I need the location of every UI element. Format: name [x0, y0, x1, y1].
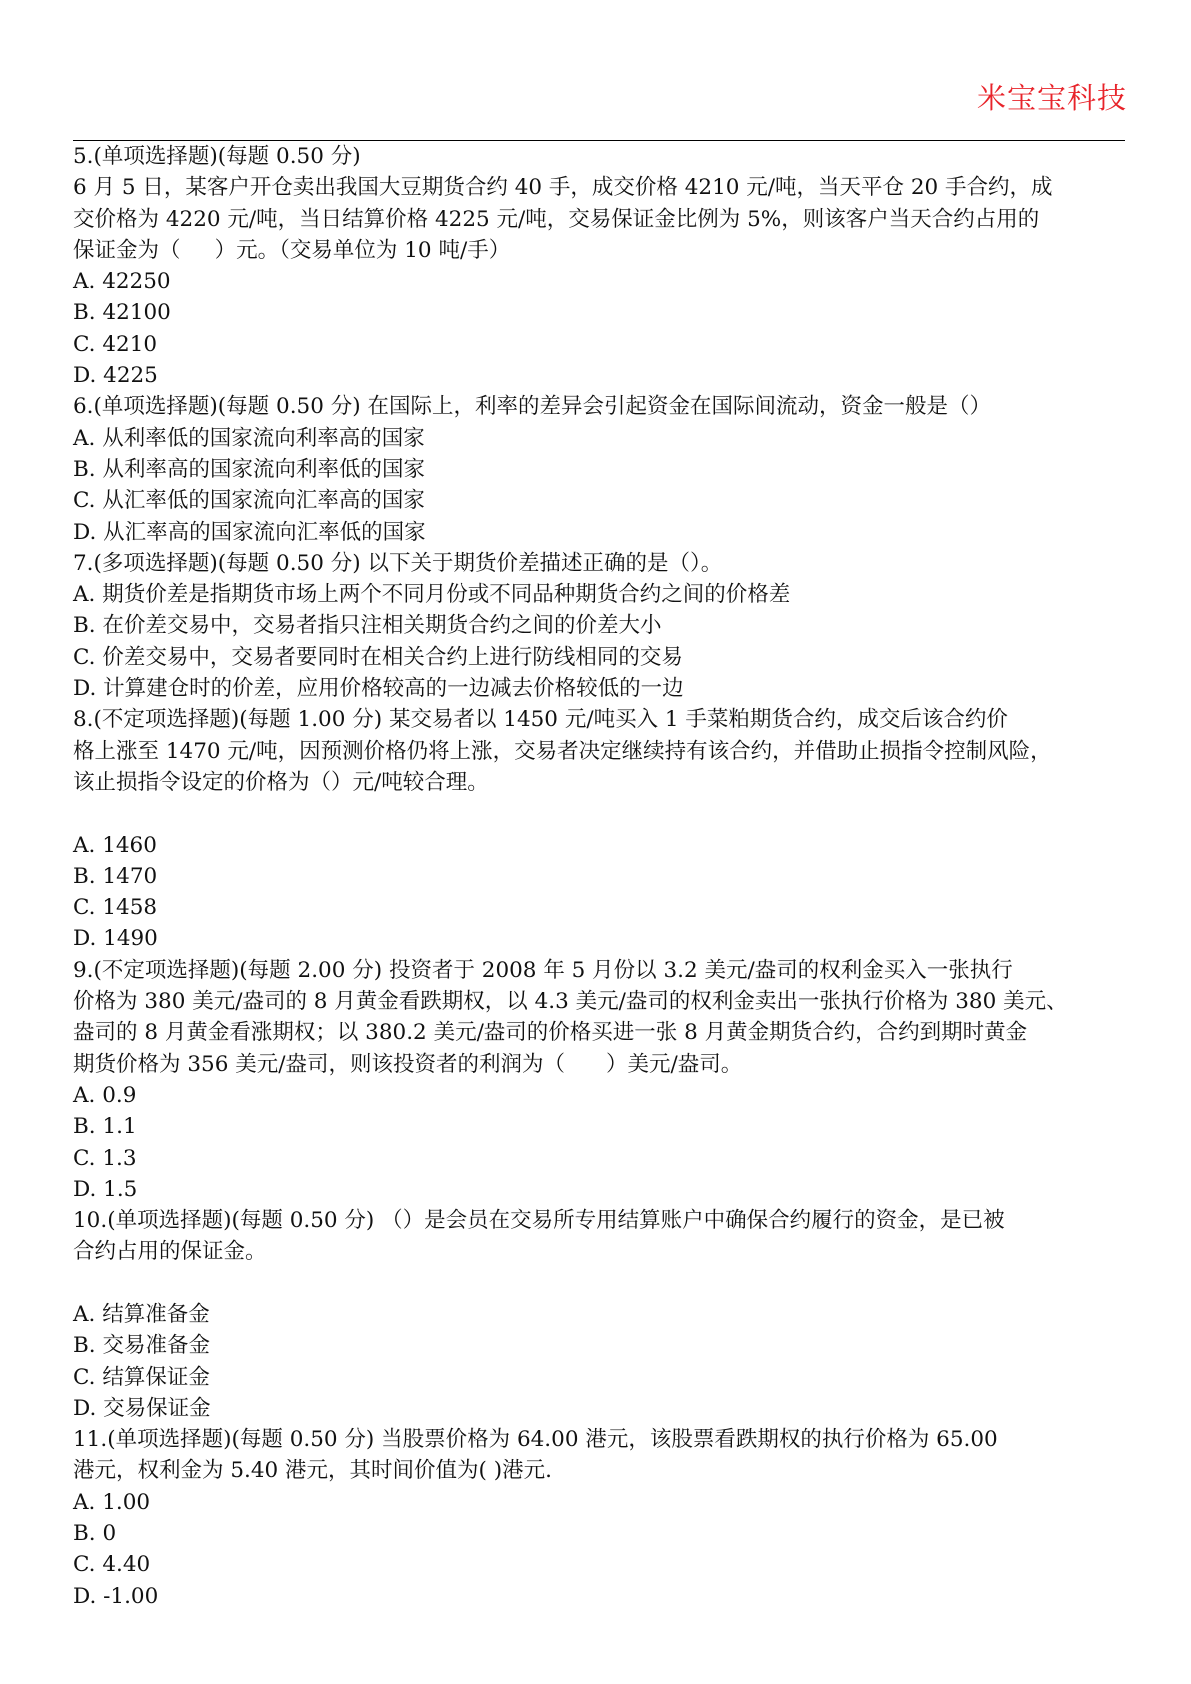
question-stem: 8.(不定项选择题)(每题 1.00 分) 某交易者以 1450 元/吨买入 1 手菜粕期货合约，成交后该合约价 [73, 707, 1008, 733]
question-stem-line: 港元，权利金为 5.40 港元，其时间价值为( )港元. [73, 1458, 552, 1484]
question-stem-line: 合约占用的保证金。 [73, 1239, 267, 1265]
answer-option: A. 1.00 [73, 1489, 151, 1515]
question-block [73, 1205, 1125, 1424]
question-stem-line: 交价格为 4220 元/吨，当日结算价格 4225 元/吨，交易保证金比例为 5%，则该客户当天合约占用的 [73, 206, 1040, 232]
brand-title: 米宝宝科技 [976, 81, 1127, 115]
question-stem-line: 盎司的 8 月黄金看涨期权；以 380.2 美元/盎司的价格买进一张 8 月黄金期货合约，合约到期时黄金 [73, 1020, 1028, 1046]
answer-option: C. 1458 [73, 895, 158, 921]
answer-option: C. 4210 [73, 331, 158, 357]
answer-option: D. 1.5 [73, 1176, 138, 1202]
answer-option: A. 42250 [73, 269, 171, 295]
question-stem: 9.(不定项选择题)(每题 2.00 分) 投资者于 2008 年 5 月份以 3.2 美元/盎司的权利金买入一张执行 [73, 957, 1013, 983]
answer-option: C. 从汇率低的国家流向汇率高的国家 [73, 488, 425, 514]
answer-option: D. -1.00 [73, 1583, 159, 1609]
question-stem-line: 6 月 5 日，某客户开仓卖出我国大豆期货合约 40 手，成交价格 4210 元/吨，当天平仓 20 手合约，成 [73, 175, 1053, 201]
answer-option: B. 0 [73, 1521, 117, 1547]
question-block [73, 141, 1125, 391]
question-stem-line: 该止损指令设定的价格为（）元/吨较合理。 [73, 769, 489, 795]
answer-option: B. 从利率高的国家流向利率低的国家 [73, 456, 425, 482]
answer-option: B. 1.1 [73, 1114, 137, 1140]
question-list [73, 141, 1125, 1612]
question-stem-line: 价格为 380 美元/盎司的 8 月黄金看跌期权，以 4.3 美元/盎司的权利金卖出一张执行价格为 380 美元、 [73, 989, 1068, 1015]
answer-option: D. 交易保证金 [73, 1395, 211, 1421]
spacer [73, 1268, 1125, 1299]
answer-option: A. 从利率低的国家流向利率高的国家 [73, 425, 425, 451]
question-block [73, 548, 1125, 704]
answer-option: D. 计算建仓时的价差，应用价格较高的一边减去价格较低的一边 [73, 676, 684, 702]
answer-option: D. 从汇率高的国家流向汇率低的国家 [73, 519, 426, 545]
question-stem-line: 格上涨至 1470 元/吨，因预测价格仍将上涨，交易者决定继续持有该合约，并借助止损指令控制风险， [73, 738, 1052, 764]
question-block [73, 955, 1125, 1205]
spacer [73, 798, 1125, 829]
answer-option: C. 价差交易中，交易者要同时在相关合约上进行防线相同的交易 [73, 644, 683, 670]
question-stem: 5.(单项选择题)(每题 0.50 分) [73, 144, 361, 169]
answer-option: B. 交易准备金 [73, 1333, 210, 1359]
question-stem: 11.(单项选择题)(每题 0.50 分) 当股票价格为 64.00 港元，该股票看跌期权的执行价格为 65.00 [73, 1427, 998, 1453]
answer-option: C. 1.3 [73, 1145, 137, 1171]
question-stem-line: 期货价格为 356 美元/盎司，则该投资者的利润为（ ）美元/盎司。 [73, 1051, 743, 1077]
question-stem: 10.(单项选择题)(每题 0.50 分) （）是会员在交易所专用结算账户中确保合约履行的资金，是已被 [73, 1208, 1005, 1234]
answer-option: A. 0.9 [73, 1082, 137, 1108]
answer-option: C. 4.40 [73, 1552, 151, 1578]
answer-option: A. 期货价差是指期货市场上两个不同月份或不同品种期货合约之间的价格差 [73, 582, 791, 608]
answer-option: C. 结算保证金 [73, 1364, 210, 1390]
question-block [73, 1424, 1125, 1612]
answer-option: A. 结算准备金 [73, 1301, 210, 1327]
question-block [73, 391, 1125, 547]
answer-option: B. 1470 [73, 863, 158, 889]
answer-option: D. 1490 [73, 926, 158, 952]
question-stem-line: 保证金为（ ）元。（交易单位为 10 吨/手） [73, 237, 511, 263]
answer-option: B. 42100 [73, 300, 171, 326]
question-stem: 7.(多项选择题)(每题 0.50 分) 以下关于期货价差描述正确的是（）。 [73, 550, 723, 576]
answer-option: D. 4225 [73, 363, 158, 389]
question-block [73, 704, 1125, 954]
answer-option: A. 1460 [73, 832, 157, 858]
answer-option: B. 在价差交易中，交易者指只注相关期货合约之间的价差大小 [73, 613, 662, 639]
question-stem: 6.(单项选择题)(每题 0.50 分) 在国际上，利率的差异会引起资金在国际间流动，资金一般是（） [73, 394, 991, 420]
